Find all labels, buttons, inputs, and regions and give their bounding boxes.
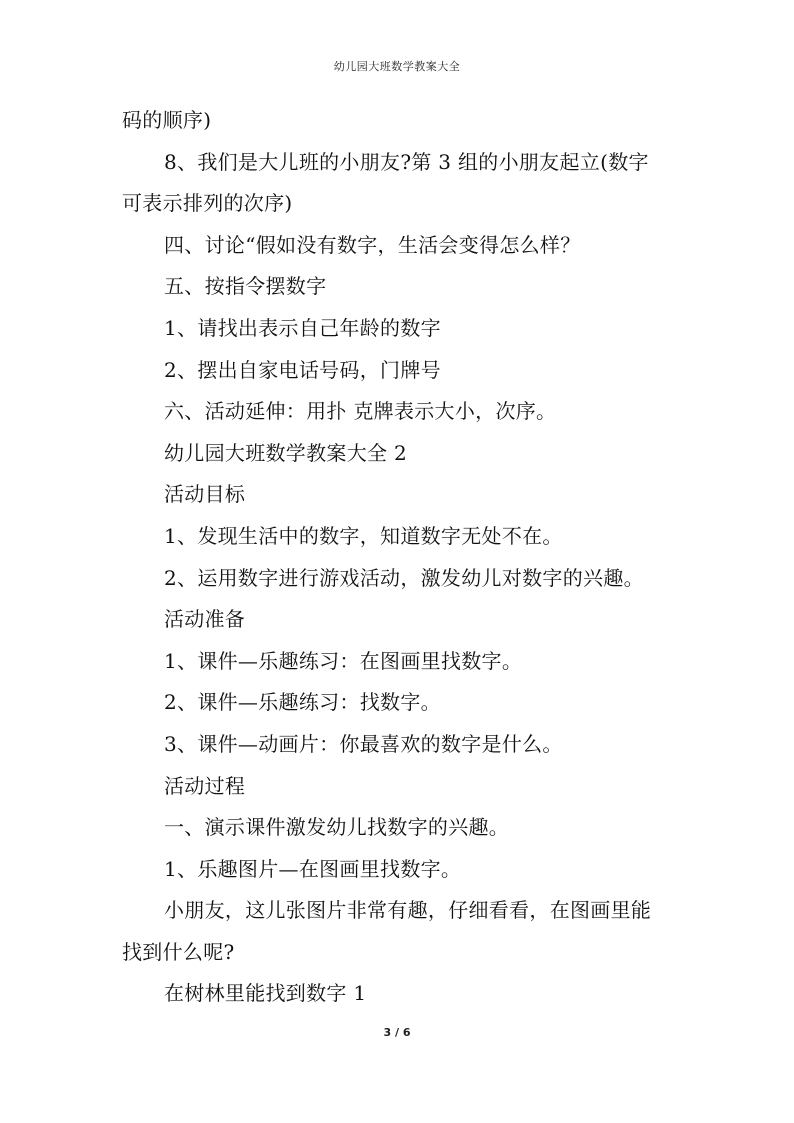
text-line: 1、课件—乐趣练习：在图画里找数字。 bbox=[164, 648, 523, 673]
section-heading: 活动目标 bbox=[164, 482, 246, 507]
text-line: 码的顺序) bbox=[122, 108, 212, 132]
document-subtitle: 幼儿园大班数学教案大全 2 bbox=[164, 440, 407, 465]
text-line: 2、运用数字进行游戏活动，激发幼儿对数字的兴趣。 bbox=[164, 565, 644, 590]
section-heading: 五、按指令摆数字 bbox=[164, 274, 327, 299]
text-line: 2、摆出自家电话号码，门牌号 bbox=[164, 357, 441, 382]
text-line: 一、演示课件激发幼儿找数字的兴趣。 bbox=[164, 815, 510, 840]
section-heading: 活动准备 bbox=[164, 607, 246, 632]
page-number: 3 / 6 bbox=[383, 1026, 411, 1039]
text-line: 8、我们是大儿班的小朋友?第 3 组的小朋友起立(数字 bbox=[164, 149, 649, 174]
text-line: 六、活动延伸：用扑 克牌表示大小，次序。 bbox=[164, 399, 557, 424]
text-line: 在树林里能找到数字 1 bbox=[164, 981, 367, 1006]
text-line: 找到什么呢? bbox=[122, 939, 235, 964]
text-line: 1、发现生活中的数字，知道数字无处不在。 bbox=[164, 523, 563, 548]
text-line: 1、乐趣图片—在图画里找数字。 bbox=[164, 856, 462, 881]
page-header: 幼儿园大班数学教案大全 bbox=[333, 60, 461, 73]
text-line: 1、请找出表示自己年龄的数字 bbox=[164, 315, 441, 340]
text-line: 可表示排列的次序) bbox=[122, 191, 293, 216]
text-line: 小朋友，这儿张图片非常有趣，仔细看看，在图画里能 bbox=[164, 898, 652, 923]
text-line: 2、课件—乐趣练习：找数字。 bbox=[164, 690, 441, 715]
text-line: 3、课件—动画片：你最喜欢的数字是什么。 bbox=[164, 731, 563, 756]
section-heading: 活动过程 bbox=[164, 773, 246, 798]
document-body bbox=[122, 100, 682, 1015]
text-line: 四、讨论“假如没有数字，生活会变得怎么样？ bbox=[164, 232, 581, 257]
